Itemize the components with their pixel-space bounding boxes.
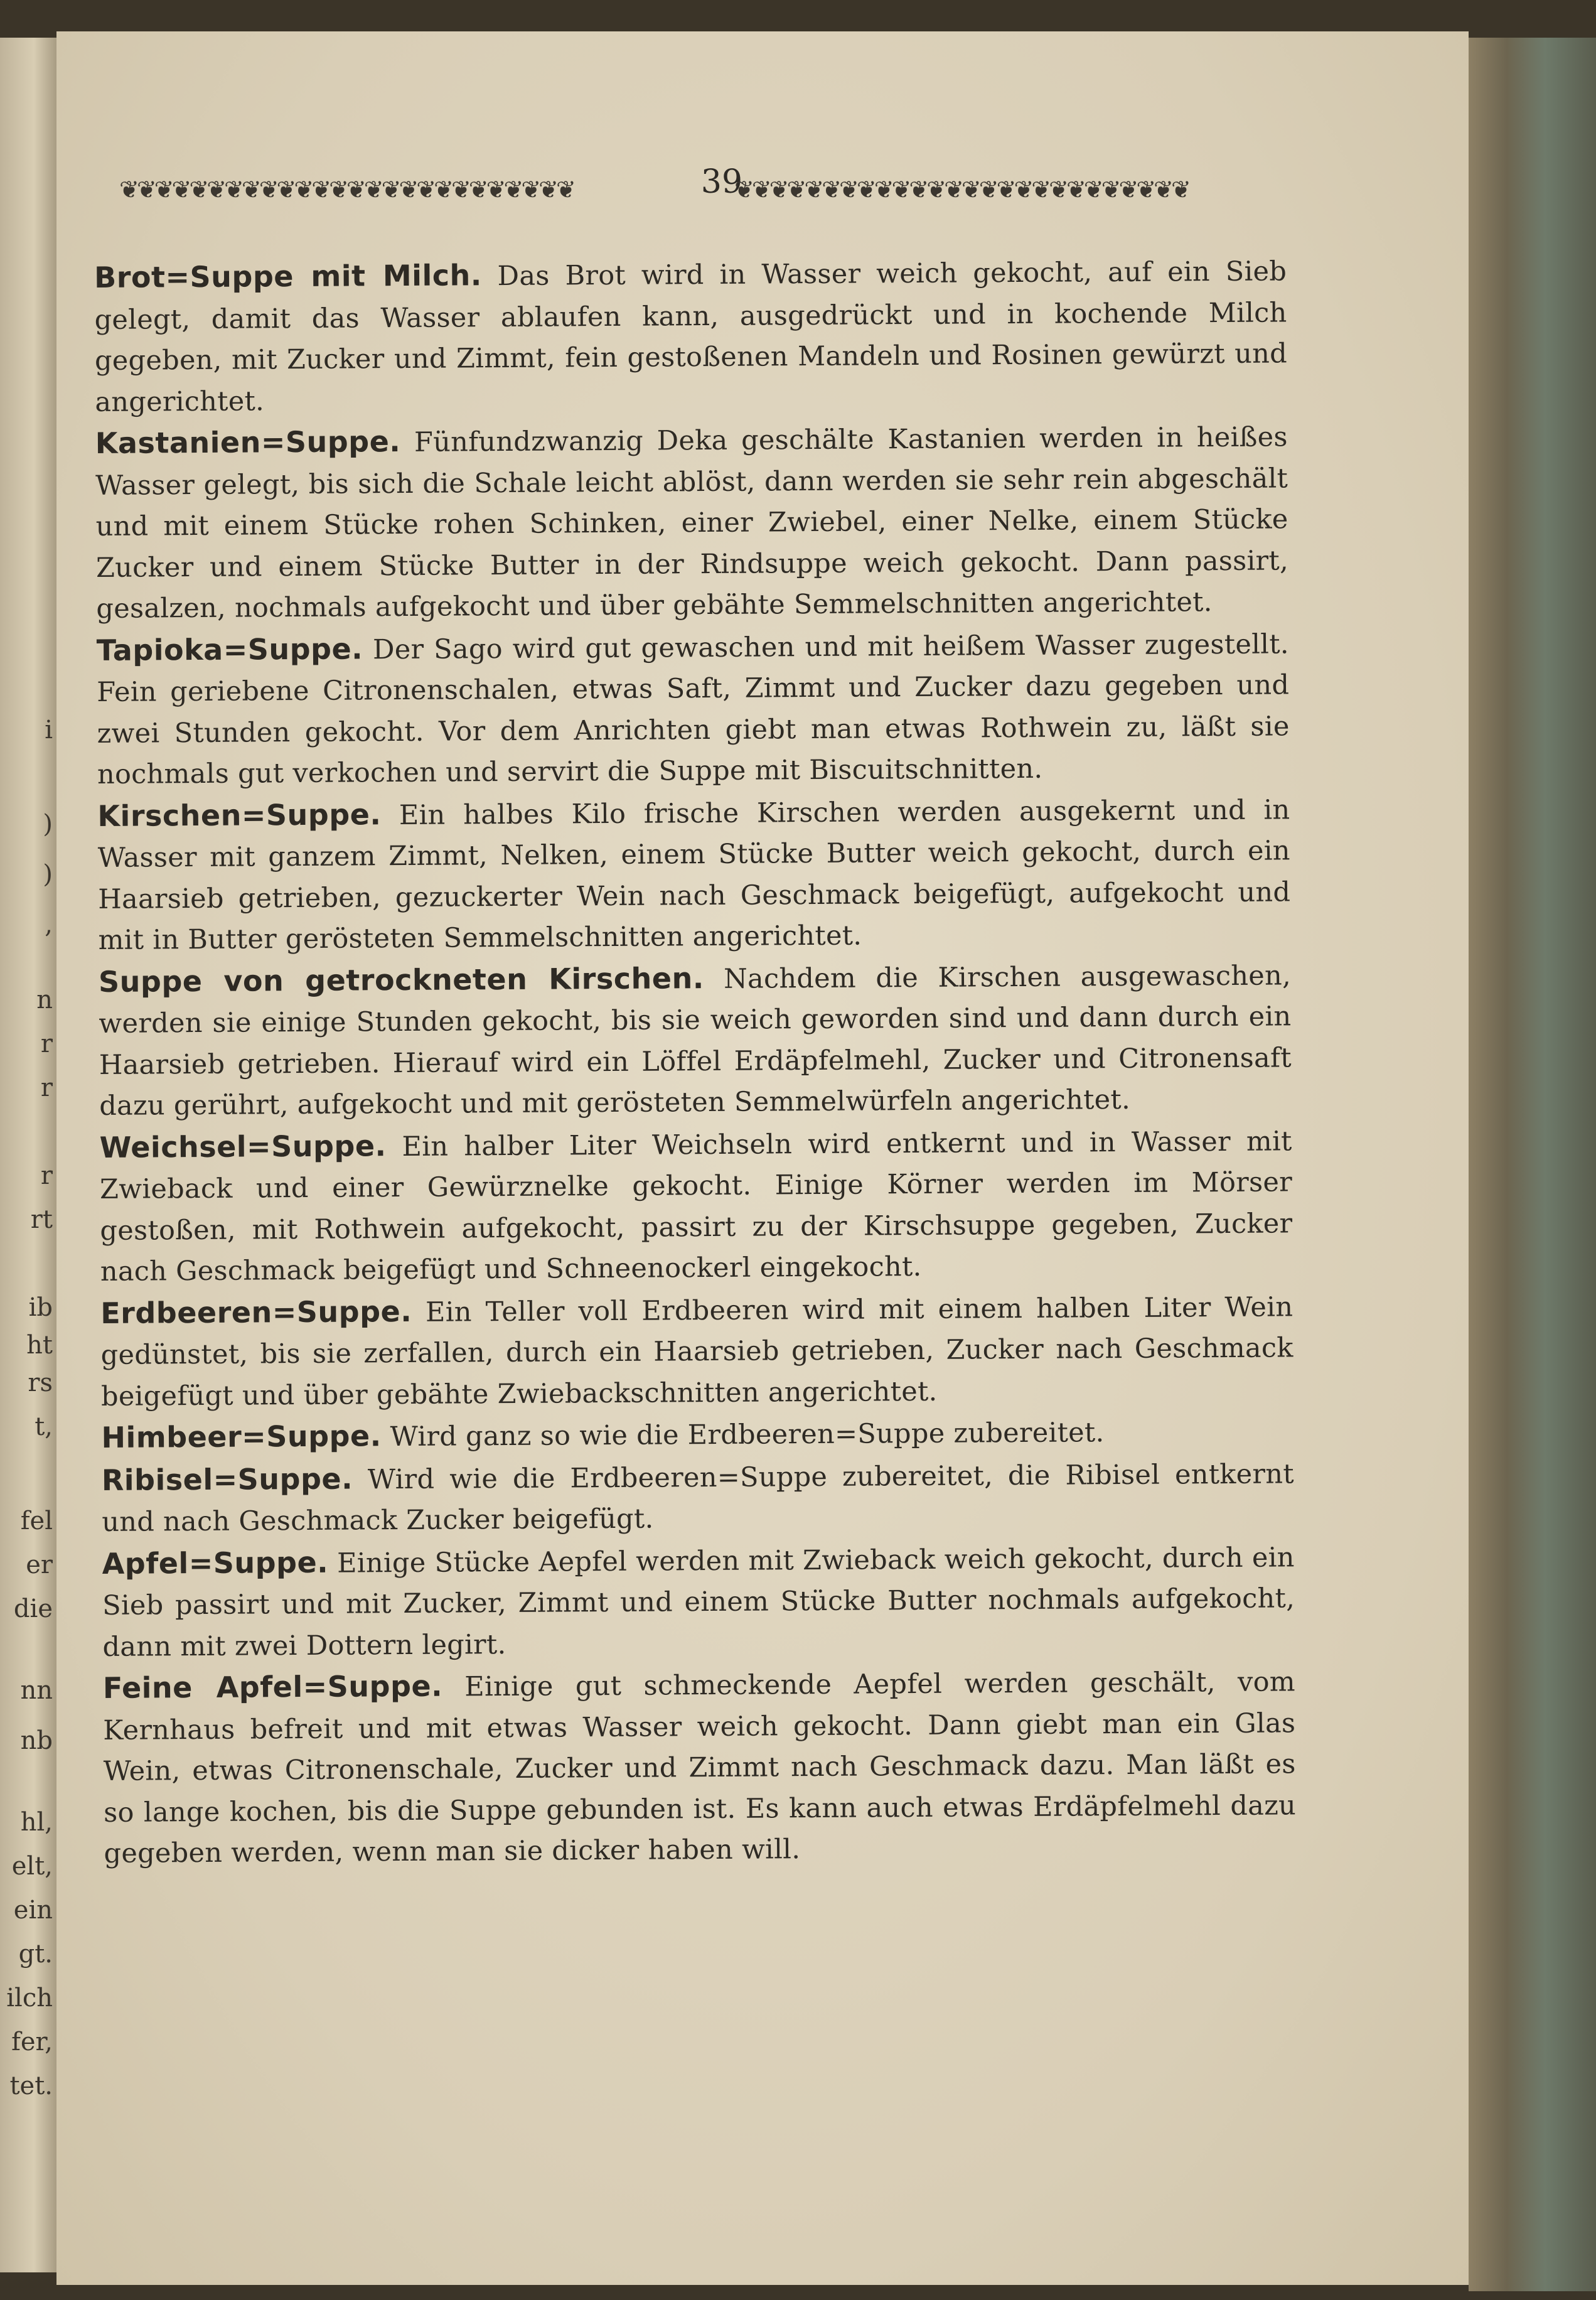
previous-page-fragment: r <box>40 1073 53 1102</box>
recipe-body: Nachdem die Kirschen ausgewaschen, werden sie einige Stunden gekocht, bis sie weich geworden sind und dann durch ein Haarsieb getrieben. Hierauf wird ein Löffel Erdäpfelmehl, Zucker und Citronensaft dazu gerührt, aufgekocht und mit gerösteten Semmelwürfeln angerichtet. <box>99 959 1292 1122</box>
recipe-title: Suppe von getrockneten Kirschen. <box>98 960 704 999</box>
previous-page-fragment: ilch <box>6 1984 53 2013</box>
previous-page-fragment: rt <box>30 1205 53 1234</box>
recipe-entry <box>102 1536 1295 1668</box>
previous-page-fragment: nn <box>20 1676 53 1705</box>
recipe-entry <box>101 1410 1293 1459</box>
recipe-entry <box>99 954 1292 1127</box>
recipe-body: Ein Teller voll Erdbeeren wird mit einem halben Liter Wein gedünstet, bis sie zerfallen, durch ein Haarsieb getrieben, Zucker nach Geschmack beigefügt und über gebähte Zwiebackschnitten angerichtet. <box>100 1291 1293 1412</box>
recipe-entry <box>97 623 1290 796</box>
recipe-body: Einige gut schmeckende Aepfel werden geschält, vom Kernhaus befreit und mit etwas Wasser weich gekocht. Dann giebt man ein Glas Wein, etwas Citronenschale, Zucker und Zimmt nach Geschmack dazu. Man läßt es so lange kochen, bis die Suppe gebunden ist. Es kann auch etwas Erdäpfelmehl dazu gegeben werden, wenn man sie dicker haben will. <box>103 1666 1297 1869</box>
previous-page-fragment: r <box>40 1161 53 1190</box>
previous-page-fragment: , <box>45 910 53 939</box>
recipe-text <box>94 250 1297 1874</box>
previous-page-fragment: ht <box>26 1331 53 1360</box>
recipe-body: Der Sago wird gut gewaschen und mit heißem Wasser zugestellt. Fein geriebene Citronenschalen, etwas Saft, Zimmt und Zucker dazu gegeben und zwei Stunden gekocht. Vor dem Anrichten giebt man etwas Rothwein zu, läßt sie nochmals gut verkochen und servirt die Suppe mit Biscuitschnitten. <box>97 628 1290 790</box>
previous-page-edge <box>0 38 56 2272</box>
previous-page-fragment: er <box>26 1550 53 1579</box>
previous-page-fragments <box>3 38 56 2272</box>
recipe-body: Wird wie die Erdbeeren=Suppe zubereitet, die Ribisel entkernt und nach Geschmack Zucker beigefügt. <box>102 1458 1295 1538</box>
recipe-title: Feine Apfel=Suppe. <box>102 1669 443 1705</box>
recipe-entry <box>103 1660 1297 1874</box>
previous-page-fragment: elt, <box>11 1852 53 1881</box>
recipe-entry <box>99 1120 1293 1293</box>
previous-page-fragment: ib <box>28 1293 53 1322</box>
previous-page-fragment: gt. <box>18 1940 53 1969</box>
previous-page-fragment: nb <box>20 1726 53 1755</box>
previous-page-fragment: die <box>13 1594 53 1623</box>
recipe-title: Ribisel=Suppe. <box>101 1461 353 1497</box>
previous-page-fragment: ein <box>13 1896 53 1925</box>
recipe-body: Wird ganz so wie die Erdbeeren=Suppe zubereitet. <box>381 1417 1105 1453</box>
previous-page-fragment: ) <box>43 810 53 839</box>
header-ornament-left: ❦❦❦❦❦❦❦❦❦❦❦❦❦❦❦❦❦❦❦❦❦❦❦❦❦❦ <box>119 176 574 201</box>
recipe-body: Das Brot wird in Wasser weich gekocht, auf ein Sieb gelegt, damit das Wasser ablaufen kann, ausgedrückt und in kochende Milch gegeben, mit Zucker und Zimmt, fein gestoßenen Mandeln und Rosinen gewürzt und angerichtet. <box>94 255 1288 418</box>
recipe-entry <box>94 250 1288 423</box>
recipe-entry <box>95 416 1289 630</box>
recipe-title: Apfel=Suppe. <box>102 1545 329 1581</box>
recipe-title: Himbeer=Suppe. <box>101 1419 382 1454</box>
header-ornament-right: ❦❦❦❦❦❦❦❦❦❦❦❦❦❦❦❦❦❦❦❦❦❦❦❦❦❦ <box>734 176 1189 201</box>
recipe-title: Tapioka=Suppe. <box>96 631 363 667</box>
previous-page-fragment: r <box>40 1029 53 1058</box>
page-header <box>82 157 1287 213</box>
previous-page-fragment: fel <box>20 1507 53 1535</box>
recipe-entry <box>97 788 1291 962</box>
recipe-title: Weichsel=Suppe. <box>99 1128 387 1164</box>
recipe-body: Ein halbes Kilo frische Kirschen werden ausgekernt und in Wasser mit ganzem Zimmt, Nelken, einem Stücke Butter weich gekocht, durch ein Haarsieb getrieben, gezuckerter Wein nach Geschmack beigefügt, aufgekocht und mit in Butter gerösteten Semmelschnitten angerichtet. <box>97 793 1291 956</box>
recipe-title: Erdbeeren=Suppe. <box>100 1294 412 1330</box>
recipe-entry <box>102 1453 1295 1544</box>
recipe-body: Fünfundzwanzig Deka geschälte Kastanien werden in heißes Wasser gelegt, bis sich die Schale leicht ablöst, dann werden sie sehr rein abgeschält und mit einem Stücke rohen Schinken, einer Zwiebel, einer Nelke, einem Stücke Zucker und einem Stücke Butter in der Rindsuppe weich gekocht. Dann passirt, gesalzen, nochmals aufgekocht und über gebähte Semmelschnitten angerichtet. <box>95 421 1289 625</box>
previous-page-fragment: rs <box>28 1368 53 1397</box>
recipe-title: Brot=Suppe mit Milch. <box>94 258 482 294</box>
page-number: 39 <box>700 163 743 201</box>
recipe-body: Ein halber Liter Weichseln wird entkernt und in Wasser mit Zwieback und einer Gewürznelke gekocht. Einige Körner werden im Mörser gestoßen, mit Rothwein aufgekocht, passirt zu der Kirschsuppe gegeben, Zucker nach Geschmack beigefügt und Schneenockerl eingekocht. <box>99 1125 1293 1287</box>
previous-page-fragment: tet. <box>9 2072 53 2100</box>
previous-page-fragment: hl, <box>20 1808 53 1837</box>
recipe-body: Einige Stücke Aepfel werden mit Zwieback weich gekocht, durch ein Sieb passirt und mit Zucker, Zimmt und einem Stücke Butter nochmals aufgekocht, dann mit zwei Dottern legirt. <box>102 1541 1295 1663</box>
previous-page-fragment: fer, <box>11 2028 53 2056</box>
book-cover-edge <box>1469 38 1596 2291</box>
previous-page-fragment: n <box>36 986 53 1014</box>
previous-page-fragment: t, <box>35 1412 53 1441</box>
recipe-title: Kastanien=Suppe. <box>95 424 401 460</box>
recipe-title: Kirschen=Suppe. <box>97 797 382 833</box>
previous-page-fragment: ) <box>43 860 53 889</box>
recipe-entry <box>100 1286 1293 1417</box>
previous-page-fragment: i <box>45 716 53 744</box>
